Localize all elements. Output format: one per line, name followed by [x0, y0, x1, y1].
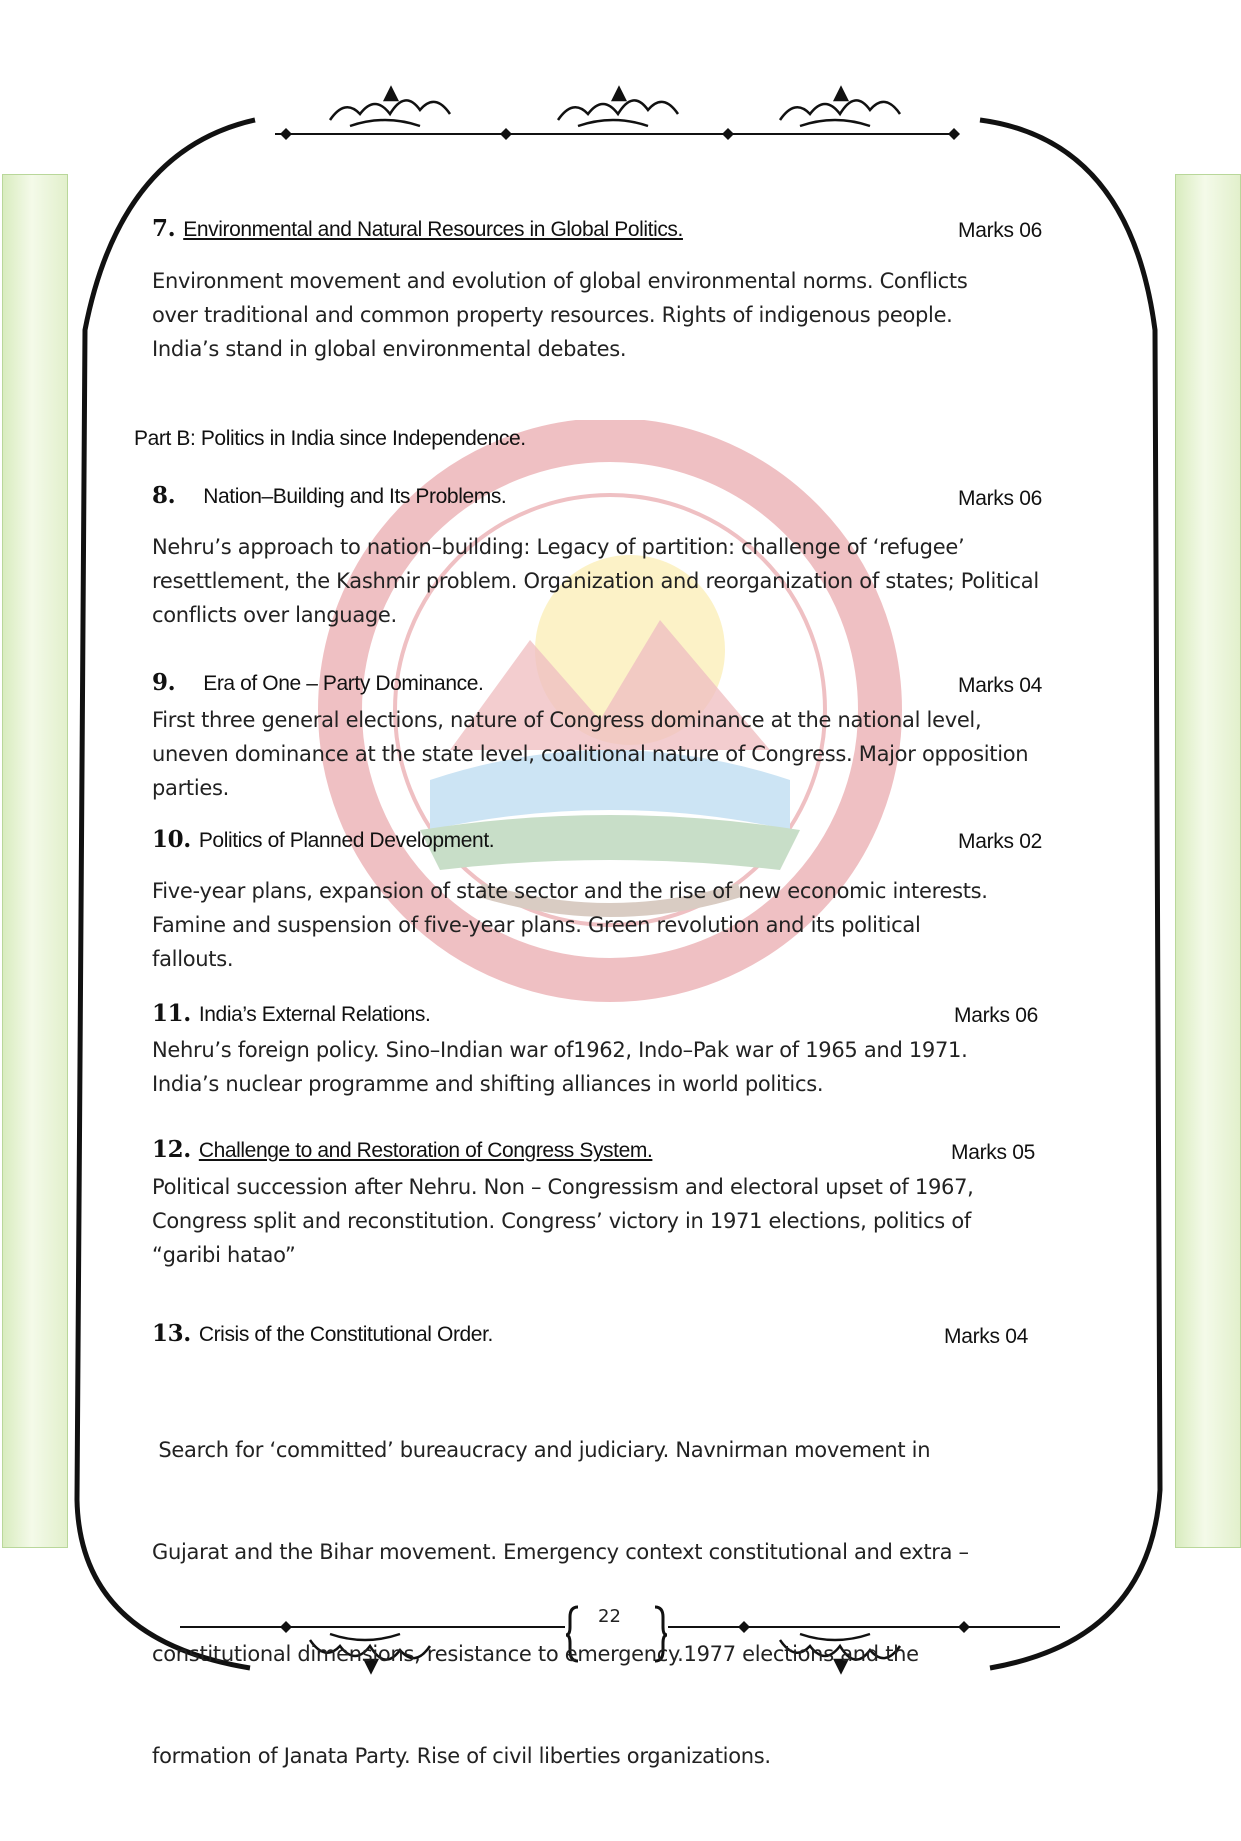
unit-13-description	[152, 1365, 969, 1841]
unit-12-marks: Marks 05	[951, 1141, 1035, 1164]
unit-8-description	[152, 530, 1039, 632]
description-line: conflicts over language.	[152, 603, 397, 627]
unit-12-title: Challenge to and Restoration of Congress System.	[198, 1139, 653, 1162]
unit-10-number: 10.	[152, 826, 191, 853]
unit-10-heading	[152, 826, 494, 853]
unit-9-heading	[152, 669, 483, 696]
unit-11-description	[152, 1033, 967, 1101]
description-line: India’s nuclear programme and shifting alliances in world politics.	[152, 1072, 824, 1096]
unit-9-marks: Marks 04	[958, 674, 1042, 697]
part-b-title: Part B: Politics in India since Independence.	[134, 427, 526, 450]
description-line: India’s stand in global environmental debates.	[152, 337, 627, 361]
unit-7-title: Environmental and Natural Resources in Global Politics.	[183, 218, 683, 241]
unit-7-number: 7.	[152, 215, 176, 242]
unit-11-heading	[152, 1000, 430, 1027]
unit-13-number: 13.	[152, 1320, 191, 1347]
unit-10-marks: Marks 02	[958, 830, 1042, 853]
unit-11-marks: Marks 06	[954, 1004, 1038, 1027]
unit-11-title: India’s External Relations.	[198, 1003, 431, 1026]
unit-10-title: Politics of Planned Development.	[198, 829, 495, 852]
description-line: “garibi hatao”	[152, 1243, 296, 1267]
unit-13-title: Crisis of the Constitutional Order.	[198, 1323, 493, 1346]
description-line: over traditional and common property resources. Rights of indigenous people.	[152, 303, 953, 327]
unit-8-number: 8.	[152, 482, 176, 509]
unit-13-marks: Marks 04	[944, 1325, 1028, 1348]
unit-11-number: 11.	[152, 1000, 191, 1027]
description-line: Environment movement and evolution of global environmental norms. Conflicts	[152, 269, 968, 293]
unit-7-heading	[152, 215, 683, 242]
unit-7-description	[152, 264, 967, 366]
description-line: constitutional dimensions, resistance to emergency.1977 elections and the	[152, 1642, 919, 1666]
description-line: fallouts.	[152, 947, 234, 971]
unit-8-title: Nation–Building and Its Problems.	[203, 485, 507, 508]
description-line: Search for ‘committed’ bureaucracy and judiciary. Navnirman movement in	[152, 1438, 931, 1462]
page-number: 22	[598, 1606, 621, 1627]
description-line: formation of Janata Party. Rise of civil liberties organizations.	[152, 1744, 771, 1768]
description-line: uneven dominance at the state level, coalitional nature of Congress. Major opposition	[152, 742, 1029, 766]
unit-13-heading	[152, 1320, 493, 1347]
description-line: parties.	[152, 776, 230, 800]
unit-8-marks: Marks 06	[958, 487, 1042, 510]
description-line: Famine and suspension of five-year plans. Green revolution and its political	[152, 913, 921, 937]
unit-10-description	[152, 874, 988, 976]
description-line: Five-year plans, expansion of state sector and the rise of new economic interests.	[152, 879, 988, 903]
description-line: Nehru’s foreign policy. Sino–Indian war of1962, Indo–Pak war of 1965 and 1971.	[152, 1038, 968, 1062]
unit-9-description	[152, 703, 1028, 805]
description-line: resettlement, the Kashmir problem. Organization and reorganization of states; Political	[152, 569, 1039, 593]
description-line: Nehru’s approach to nation–building: Legacy of partition: challenge of ‘refugee’	[152, 535, 965, 559]
unit-9-title: Era of One – Party Dominance.	[203, 672, 484, 695]
description-line: First three general elections, nature of Congress dominance at the national level,	[152, 708, 982, 732]
unit-8-heading	[152, 482, 506, 509]
unit-7-marks: Marks 06	[958, 219, 1042, 242]
unit-12-heading	[152, 1136, 652, 1163]
unit-12-number: 12.	[152, 1136, 191, 1163]
unit-12-description	[152, 1170, 974, 1272]
description-line: Congress split and reconstitution. Congress’ victory in 1971 elections, politics of	[152, 1209, 971, 1233]
unit-9-number: 9.	[152, 669, 176, 696]
description-line: Gujarat and the Bihar movement. Emergency context constitutional and extra –	[152, 1540, 969, 1564]
description-line: Political succession after Nehru. Non – Congressism and electoral upset of 1967,	[152, 1175, 974, 1199]
